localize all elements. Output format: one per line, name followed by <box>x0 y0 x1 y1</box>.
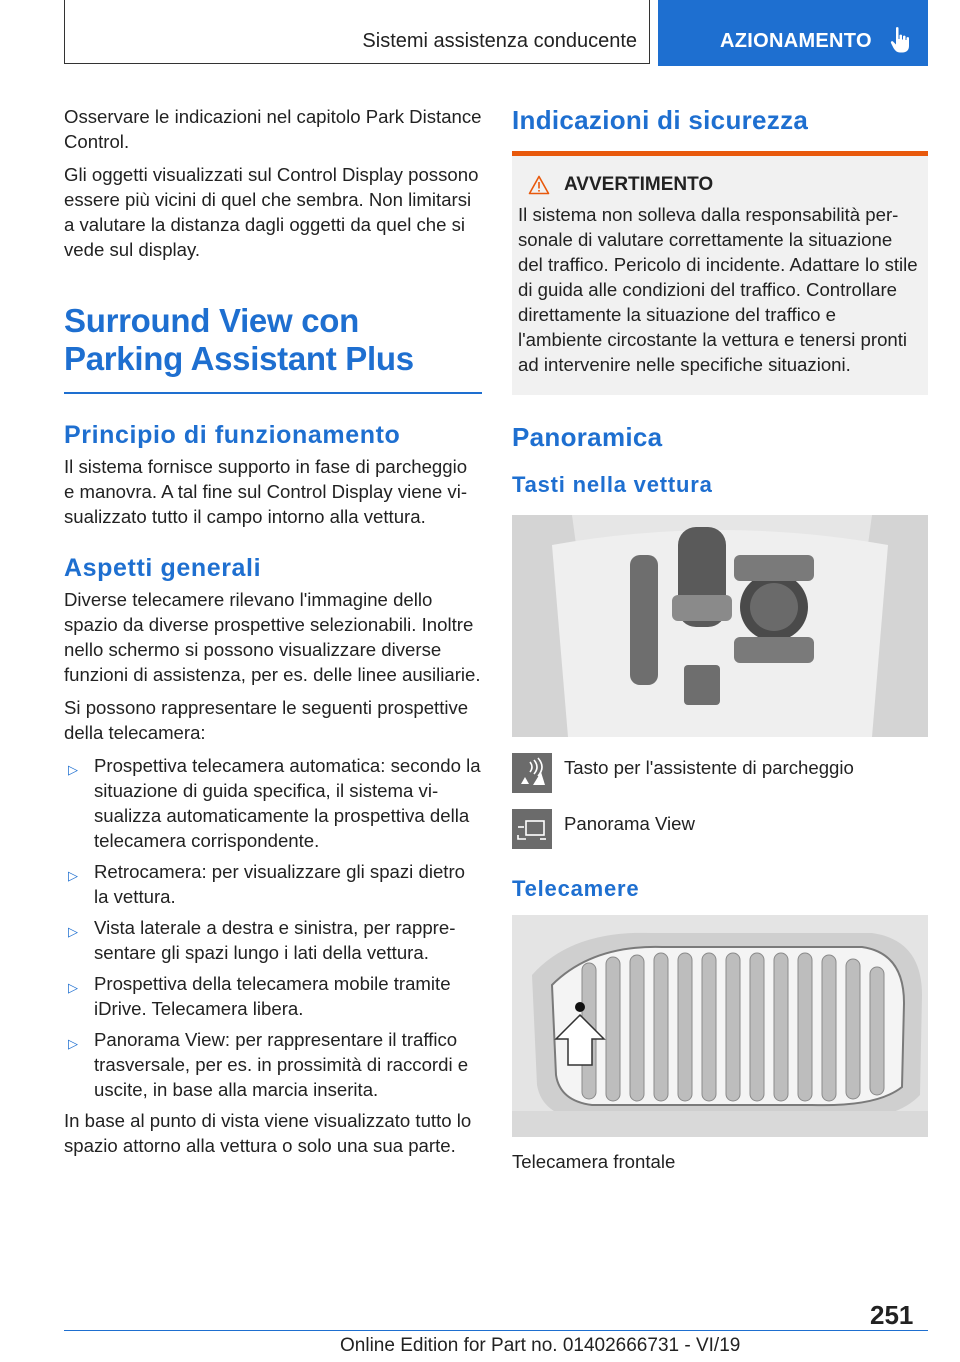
paragraph-aspetti-1: Diverse telecamere rilevano l'immagine dello spazio da diverse prospettive selezionabili. Inoltre nello schermo si possono visualizzare diverse funzioni di assistenza, per es. delle linee ausiliarie. <box>64 589 481 685</box>
edition-text: Online Edition for Part no. 01402666731 - VI/19 <box>340 1335 741 1356</box>
triangle-bullet-icon: ▷ <box>68 868 78 883</box>
footer-edition <box>340 1335 740 1357</box>
warning-box <box>512 156 928 395</box>
warning-label: AVVERTIMENTO <box>564 174 714 195</box>
list-item: ▷ Vista laterale a destra e sinistra, per rappresentare gli spazi lungo i lati della vettura. <box>68 917 456 963</box>
list-item: ▷ Prospettiva della telecamera mobile tramite iDrive. Telecamera libera. <box>68 973 451 1019</box>
heading-panoramica: Panoramica <box>512 422 663 452</box>
center-console-photo <box>512 515 928 737</box>
warning-triangle-icon <box>528 175 550 195</box>
heading-tasti: Tasti nella vettura <box>512 472 713 497</box>
button-row <box>512 753 928 793</box>
chapter-tab <box>658 0 928 66</box>
right-column <box>512 104 928 1174</box>
warning-header <box>528 174 920 196</box>
paragraph-principio: Il sistema fornisce supporto in fase di parcheggio e manovra. A tal fine sul Control Display viene visualizzato tutto il campo intorno alla vettura. <box>64 456 468 527</box>
page-header <box>64 0 928 66</box>
list-item: ▷ Prospettiva telecamera automatica: secondo la situazione di guida specifica, il sistema visualizza automaticamente la prospettiva della telecamera corrispondente. <box>68 755 481 851</box>
hand-pointer-icon <box>890 26 912 54</box>
heading-principio: Principio di funzionamento <box>64 421 401 449</box>
footer-divider <box>64 1330 928 1331</box>
chapter-heading: Surround View con Parking Assistant Plus <box>64 302 414 377</box>
center-console-illustration <box>512 515 928 737</box>
paragraph-aspetti-2: Si possono rappresentare le seguenti prospettive della telecamera: <box>64 697 469 743</box>
list-item: ▷ Panorama View: per rappresentare il traffico trasversale, per es. in prossimità di raccordi e uscite, in base alla marcia inserita. <box>68 1029 469 1100</box>
intro-paragraph-2: Gli oggetti visualizzati sul Control Display possono essere più vicini di quel che sembra. Non limitarsi a valutare la distanza dagli oggetti da quel che si vede sul display. <box>64 164 479 260</box>
warning-text: Il sistema non solleva dalla responsabilità personale di valutare correttamente la situazione del traffico. Pericolo di incidente. Adattare lo stile di guida alle condizioni del traffico. Controllare direttamente la situazione del traffico e l'ambiente circostante la vettura e tenersi pronti ad intervenire nelle specifiche situazioni. <box>518 204 918 375</box>
triangle-bullet-icon: ▷ <box>68 762 78 777</box>
section-tab <box>64 0 650 64</box>
chapter-divider <box>64 392 482 394</box>
list-item: ▷ Retrocamera: per visualizzare gli spazi dietro la vettura. <box>68 861 465 907</box>
parking-assistant-icon <box>512 753 552 793</box>
left-column <box>64 104 482 1158</box>
button-label: Tasto per l'assistente di parcheggio <box>564 757 854 778</box>
section-title: Sistemi assistenza conducente <box>362 30 637 52</box>
chapter-title: AZIONAMENTO <box>720 30 872 52</box>
heading-aspetti: Aspetti generali <box>64 554 262 582</box>
photo-caption: Telecamera frontale <box>512 1151 676 1172</box>
heading-sicurezza: Indicazioni di sicurezza <box>512 105 809 135</box>
triangle-bullet-icon: ▷ <box>68 924 78 939</box>
heading-telecamere: Telecamere <box>512 876 640 901</box>
button-label: Panorama View <box>564 813 695 834</box>
panorama-view-icon <box>512 809 552 849</box>
intro-paragraph-1: Osservare le indicazioni nel capitolo Park Distance Control. <box>64 106 482 152</box>
paragraph-final: In base al punto di vista viene visualizzato tutto lo spazio attorno alla vettura o solo una sua parte. <box>64 1110 472 1156</box>
page-number: 251 <box>870 1300 914 1330</box>
triangle-bullet-icon: ▷ <box>68 980 78 995</box>
kidney-grille-illustration <box>512 915 928 1137</box>
front-camera-photo <box>512 915 928 1137</box>
camera-perspectives-list <box>64 753 482 1102</box>
button-row <box>512 809 928 849</box>
triangle-bullet-icon: ▷ <box>68 1036 78 1051</box>
